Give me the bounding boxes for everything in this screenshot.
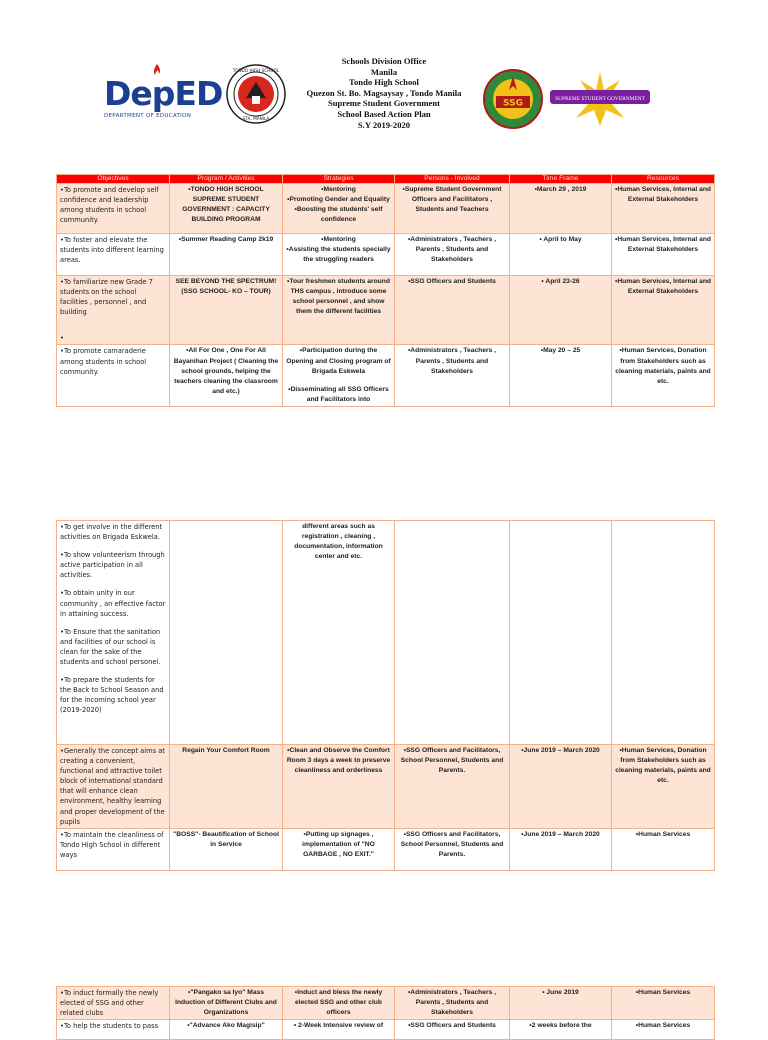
objective-cell: •To promote camaraderie among students in school community. [57, 345, 170, 407]
program-cell: Regain Your Comfort Room [170, 745, 283, 829]
strategy-cell: •Putting up signages , implementation of "NO GARBAGE , NO EXIT." [283, 829, 395, 871]
time-frame-cell: • April to May [510, 234, 612, 276]
objective-cell: •To get involve in the different activities on Brigada Eskwela. •To show volunteerism through active participation in all activities. •To obtain unity in our community , an effective factor in attaining success. •To Ensure that the sanitation and facilities of our school is clean for the sake of the students and school personel. •To prepare the students for the Back to School Season and for the incoming school year (2019-2020) [57, 521, 170, 745]
objective-cell: •To induct formally the newly elected of SSG and other related clubs [57, 987, 170, 1020]
deped-logo-word: DepED [104, 74, 223, 113]
resources-cell: •Human Services, Donation from Stakeholders such as cleaning materials, paints and etc. [612, 345, 715, 407]
time-frame-cell: •March 29 , 2019 [510, 184, 612, 234]
persons-cell: •Supreme Student Government Officers and Facilitators , Students and Teachers [395, 184, 510, 234]
table-row [57, 276, 715, 345]
objective-cell: •To maintain the cleanliness of Tondo High School in different ways [57, 829, 170, 871]
resources-cell: •Human Services, Donation from Stakeholders such as cleaning materials, paints and etc. [612, 745, 715, 829]
strategy-cell: •Mentoring •Assisting the students specially the struggling readers [283, 234, 395, 276]
ssg-banner-logo [550, 70, 650, 126]
header-line: Quezon St. Bo. Magsaysay , Tondo Manila [306, 87, 462, 98]
objective-cell: •To promote and develop self confidence and leadership among students in school community. [57, 184, 170, 234]
strategy-cell: •Participation during the Opening and Closing program of Brigada Eskwela •Disseminating all SSG Officers and Facilitators into [283, 345, 395, 407]
persons-cell: •SSG Officers and Facilitators, School Personnel, Students and Parents. [395, 745, 510, 829]
resources-cell: •Human Services, Internal and External Stakeholders [612, 234, 715, 276]
table-row [57, 745, 715, 829]
resources-cell: •Human Services [612, 1020, 715, 1040]
column-header: Program / Activities [170, 175, 283, 184]
persons-cell [395, 521, 510, 745]
time-frame-cell [510, 521, 612, 745]
table-row [57, 1020, 715, 1040]
header-line: S.Y 2019-2020 [357, 119, 411, 130]
objective-cell: •To foster and elevate the students into different learning areas. [57, 234, 170, 276]
table-row [57, 829, 715, 871]
persons-cell: •SSG Officers and Facilitators, School Personnel, Students and Parents. [395, 829, 510, 871]
persons-cell: •Administrators , Teachers , Parents , Students and Stakeholders [395, 987, 510, 1020]
header-line: Schools Division Office [341, 56, 427, 66]
table-row [57, 184, 715, 234]
program-cell: •TONDO HIGH SCHOOL SUPREME STUDENT GOVERNMENT : CAPACITY BUILDING PROGRAM [170, 184, 283, 234]
column-header: Objectives [57, 175, 170, 184]
column-header: Time Frame [510, 175, 612, 184]
time-frame-cell: •May 20 – 25 [510, 345, 612, 407]
strategy-cell: •Mentoring •Promoting Gender and Equality •Boosting the students' self confidence [283, 184, 395, 234]
column-header: Strategies [283, 175, 395, 184]
deped-logo [104, 66, 223, 126]
persons-cell: •Administrators , Teachers , Parents , Students and Stakeholders [395, 234, 510, 276]
table-row [57, 521, 715, 745]
school-address-block [276, 56, 492, 130]
strategy-cell: different areas such as registration , cleaning , documentation, information center and etc. [283, 521, 395, 745]
strategy-cell: •Induct and bless the newly elected SSG and other club officers [283, 987, 395, 1020]
document-header [0, 0, 768, 160]
ssg-logo [482, 68, 544, 130]
persons-cell: •SSG Officers and Students [395, 276, 510, 345]
action-plan-table-page-3 [56, 986, 715, 1040]
header-line: Manila [370, 66, 398, 77]
resources-cell: •Human Services [612, 829, 715, 871]
header-line: School Based Action Plan [337, 108, 431, 119]
header-line: Supreme Student Government [327, 98, 441, 109]
ssg-logo-text: SSG [503, 98, 523, 109]
objective-cell: •Generally the concept aims at creating a convenient, functional and attractive toilet block of international standard that will enhance clean environment, healthy learning and proper development of the pupils [57, 745, 170, 829]
time-frame-cell: •June 2019 – March 2020 [510, 829, 612, 871]
column-header: Persons - Involved [395, 175, 510, 184]
resources-cell: •Human Services, Internal and External Stakeholders [612, 276, 715, 345]
action-plan-table-page-1 [56, 174, 715, 407]
header-line: Tondo High School [349, 77, 419, 88]
ssg-banner-text: SUPREME STUDENT GOVERNMENT [555, 96, 645, 102]
program-cell: •"Advance Ako Magisip" [170, 1020, 283, 1040]
program-cell: "BOSS"- Beautification of School in Service [170, 829, 283, 871]
time-frame-cell: •2 weeks before the [510, 1020, 612, 1040]
program-cell [170, 521, 283, 745]
svg-text:STA. MANILA: STA. MANILA [242, 116, 270, 121]
objective-cell: •To help the students to pass [57, 1020, 170, 1040]
strategy-cell: •Tour freshmen students around THS campus , introduce some school personnel , and show them the different facilities [283, 276, 395, 345]
column-header: Resources [612, 175, 715, 184]
action-plan-table-page-2 [56, 520, 715, 871]
table-row [57, 234, 715, 276]
resources-cell: •Human Services, Internal and External Stakeholders [612, 184, 715, 234]
table-row [57, 987, 715, 1020]
program-cell: •"Pangako sa Iyo" Mass Induction of Different Clubs and Organizations [170, 987, 283, 1020]
school-seal-text: TONDO HIGH SCHOOL [232, 68, 280, 73]
table-row [57, 345, 715, 407]
resources-cell [612, 521, 715, 745]
objective-cell: •To familiarize new Grade 7 students on the school facilities , personnel , and building • [57, 276, 170, 345]
time-frame-cell: •June 2019 – March 2020 [510, 745, 612, 829]
table-header-row [57, 175, 715, 184]
persons-cell: •SSG Officers and Students [395, 1020, 510, 1040]
deped-logo-subtitle: DEPARTMENT OF EDUCATION [104, 113, 192, 119]
program-cell: SEE BEYOND THE SPECTRUM! (SSG SCHOOL- KO – TOUR) [170, 276, 283, 345]
time-frame-cell: • April 23-26 [510, 276, 612, 345]
strategy-cell: • 2-Week Intensive review of [283, 1020, 395, 1040]
resources-cell: •Human Services [612, 987, 715, 1020]
strategy-cell: •Clean and Observe the Comfort Room 3 days a week to preserve cleanliness and orderliness [283, 745, 395, 829]
program-cell: •All For One , One For All Bayanihan Project ( Cleaning the school grounds, helping the teachers cleaning the classroom and etc.) [170, 345, 283, 407]
time-frame-cell: • June 2019 [510, 987, 612, 1020]
program-cell: •Summer Reading Camp 2k19 [170, 234, 283, 276]
persons-cell: •Administrators , Teachers , Parents , Students and Stakeholders [395, 345, 510, 407]
